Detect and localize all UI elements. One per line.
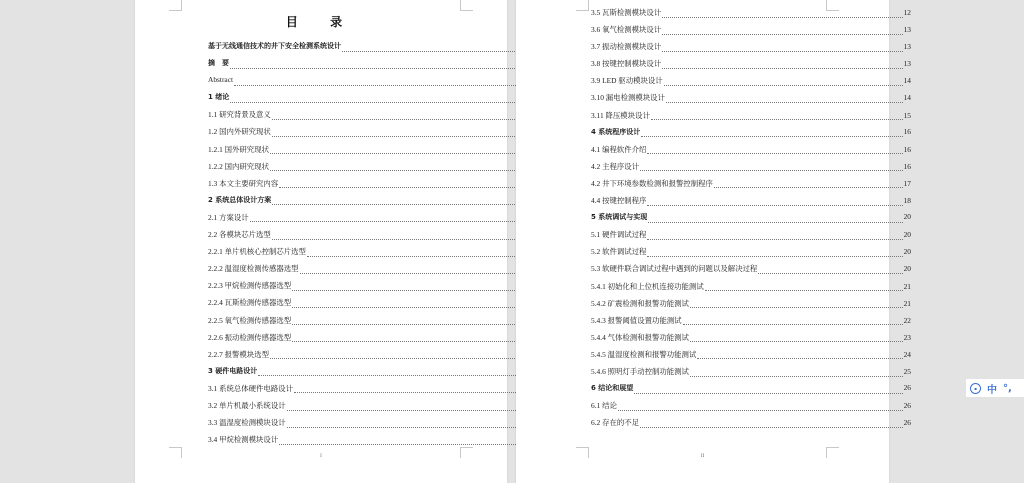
toc-entry[interactable] [208, 315, 526, 332]
toc-entry-title: 5 系统调试与实现 [591, 213, 648, 222]
toc-entry-title: 1 绪论 [208, 93, 230, 102]
toc-leader-dots [640, 165, 903, 171]
toc-entry-title: 5.4.4 气体检测和报警功能测试 [591, 332, 689, 342]
toc-entry[interactable] [591, 298, 911, 315]
toc-leader-dots [279, 439, 517, 445]
toc-leader-dots [292, 319, 521, 325]
toc-entry[interactable] [208, 434, 526, 451]
toc-entry-title: 1.2 国内外研究现状 [208, 127, 271, 137]
toc-entry-page: 26 [903, 383, 911, 393]
toc-entry[interactable] [208, 126, 526, 143]
toc-leader-dots [758, 268, 902, 274]
toc-entry-page: 16 [903, 144, 911, 154]
toc-leader-dots [664, 80, 903, 86]
toc-leader-dots [618, 405, 903, 411]
toc-entry[interactable] [208, 178, 526, 195]
toc-entry-title: Abstract [208, 75, 234, 85]
toc-entry-page: 16 [903, 126, 911, 136]
toc-entry[interactable] [208, 195, 526, 212]
toc-leader-dots [342, 46, 523, 52]
toc-entry-title: 3.2 单片机最小系统设计 [208, 400, 286, 410]
toc-entry-title: 1.2.2 国内研究现状 [208, 161, 269, 171]
toc-entry-page: 20 [903, 230, 911, 240]
toc-leader-dots [690, 302, 903, 308]
toc-leader-dots [272, 199, 521, 205]
toc-leader-dots [647, 148, 902, 154]
toc-list [208, 41, 526, 451]
toc-entry[interactable] [591, 75, 911, 92]
toc-entry-page: 20 [903, 264, 911, 274]
toc-entry-title: 6.2 存在的不足 [591, 418, 640, 428]
toc-entry-title: 5.4.3 报警阈值设置功能测试 [591, 315, 682, 325]
toc-leader-dots [697, 353, 902, 359]
toc-entry[interactable] [208, 92, 526, 109]
toc-entry-title: 2.2.2 温湿度检测传感器选型 [208, 264, 299, 274]
toc-entry-title: 2.2.7 报警模块选型 [208, 349, 269, 359]
toc-entry-page: 15 [903, 110, 911, 120]
toc-leader-dots [714, 182, 903, 188]
toc-entry-title: 2.2.3 甲烷检测传感器选型 [208, 281, 292, 291]
toc-entry-title: 3.6 氧气检测模块设计 [591, 25, 662, 35]
toc-entry-title: 3.5 瓦斯检测模块设计 [591, 8, 662, 17]
toc-entry[interactable] [591, 263, 911, 280]
toc-entry-page: 20 [903, 212, 911, 222]
toc-leader-dots [666, 97, 903, 103]
toc-entry-page: 13 [903, 59, 911, 69]
page-number: II [700, 454, 705, 459]
toc-entry-page: 24 [903, 349, 911, 359]
toc-entry[interactable] [208, 161, 526, 178]
toc-entry[interactable] [591, 144, 911, 161]
ime-toolbar[interactable] [966, 379, 1024, 397]
toc-entry-title: 4.1 编程软件介绍 [591, 144, 647, 154]
toc-entry[interactable] [208, 75, 526, 92]
toc-entry-title: 2.2.1 单片机核心控制芯片选型 [208, 247, 306, 257]
toc-entry-title: 2.2 各模块芯片选型 [208, 230, 271, 240]
toc-entry[interactable] [591, 178, 911, 195]
toc-entry-title: 1.2.1 国外研究现状 [208, 144, 269, 154]
toc-leader-dots [662, 29, 902, 35]
toc-entry[interactable] [208, 212, 526, 229]
toc-entry-title: 3.4 甲烷检测模块设计 [208, 435, 279, 445]
toc-entry-title: 4.2 主程序设计 [591, 161, 640, 171]
ime-logo-icon[interactable]: ▪ [970, 383, 981, 394]
toc-entry-title: 3.1 系统总体硬件电路设计 [208, 383, 293, 393]
toc-entry[interactable] [591, 366, 911, 383]
toc-entry-title: 1.3 本文主要研究内容 [208, 178, 279, 188]
toc-leader-dots [258, 370, 517, 376]
toc-entry-title: 4.4 按键控制程序 [591, 196, 647, 206]
toc-entry-page: 21 [903, 298, 911, 308]
toc-entry-title: 5.1 硬件调试过程 [591, 230, 647, 240]
toc-entry-title: 3.10 漏电检测模块设计 [591, 93, 665, 103]
toc-entry-title: 5.2 软件调试过程 [591, 247, 647, 257]
toc-entry-page: 26 [903, 401, 911, 411]
toc-entry[interactable] [591, 349, 911, 366]
toc-leader-dots [270, 165, 521, 171]
margin-corner-mark [576, 0, 589, 11]
toc-entry[interactable] [208, 417, 526, 434]
toc-entry-page: 13 [903, 25, 911, 35]
toc-leader-dots [662, 63, 902, 69]
toc-entry-page: 18 [903, 196, 911, 206]
toc-entry[interactable] [208, 246, 526, 263]
toc-entry[interactable] [208, 383, 526, 400]
toc-leader-dots [647, 251, 902, 257]
toc-entry[interactable] [591, 332, 911, 349]
document-page-left [135, 0, 507, 483]
toc-entry[interactable] [208, 109, 526, 126]
toc-entry-title: 3.7 振动检测模块设计 [591, 42, 662, 52]
toc-leader-dots [287, 405, 518, 411]
toc-leader-dots [250, 216, 522, 222]
toc-entry-title: 2.1 方案设计 [208, 212, 249, 222]
toc-entry[interactable] [591, 110, 911, 127]
toc-entry[interactable] [591, 212, 911, 229]
toc-entry[interactable] [591, 229, 911, 246]
page-number: I [320, 454, 322, 459]
toc-entry-title: 3.11 降压模块设计 [591, 110, 650, 120]
margin-corner-mark [169, 0, 182, 11]
toc-entry[interactable] [208, 349, 526, 366]
toc-leader-dots [279, 182, 521, 188]
toc-entry-page: 13 [903, 42, 911, 52]
toc-entry-title: 3.9 LED 驱动模块设计 [591, 76, 663, 86]
toc-entry[interactable] [208, 280, 526, 297]
toc-entry-title: 4.2 井下环境参数检测和报警控制程序 [591, 178, 713, 188]
toc-entry-title: 5.3 软硬件联合调试过程中遇到的问题以及解决过程 [591, 264, 758, 274]
toc-leader-dots [651, 114, 903, 120]
toc-leader-dots [230, 97, 521, 103]
toc-leader-dots [270, 148, 521, 154]
toc-leader-dots [648, 217, 902, 223]
toc-entry-title: 4 系统程序设计 [591, 127, 641, 136]
ime-mode-toggle[interactable]: 中 [987, 384, 997, 396]
toc-entry-title: 2.2.5 氧气检测传感器选型 [208, 315, 292, 325]
toc-entry[interactable] [591, 92, 911, 109]
toc-list [591, 7, 911, 434]
toc-leader-dots [294, 387, 518, 393]
toc-title: 目 录 [285, 15, 357, 29]
toc-entry[interactable] [591, 315, 911, 332]
toc-entry-title: 摘 要 [208, 59, 229, 68]
toc-entry[interactable] [208, 229, 526, 246]
toc-entry[interactable] [591, 127, 911, 144]
toc-entry[interactable] [591, 58, 911, 75]
toc-leader-dots [683, 319, 903, 325]
toc-entry[interactable] [208, 144, 526, 161]
toc-entry-title: 2.2.6 振动检测传感器选型 [208, 332, 292, 342]
toc-entry[interactable] [591, 7, 911, 24]
toc-entry-title: 5.4.6 照明灯手动控制功能测试 [591, 366, 689, 376]
toc-entry[interactable] [591, 417, 911, 434]
toc-leader-dots [647, 234, 902, 240]
toc-entry-title: 5.4.2 矿震检测和报警功能测试 [591, 298, 689, 308]
toc-entry[interactable] [208, 400, 526, 417]
toc-entry[interactable] [591, 195, 911, 212]
toc-entry[interactable] [208, 366, 526, 383]
toc-entry-page: 16 [903, 161, 911, 171]
toc-entry-title: 3 硬件电路设计 [208, 366, 258, 375]
toc-entry[interactable] [591, 246, 911, 263]
toc-entry[interactable] [591, 383, 911, 400]
toc-entry[interactable] [591, 400, 911, 417]
toc-leader-dots [270, 353, 521, 359]
toc-leader-dots [662, 46, 902, 52]
toc-entry-title: 基于无线通信技术的井下安全检测系统设计 [208, 42, 341, 50]
toc-entry-title: 5.4.5 温湿度检测和报警功能测试 [591, 349, 697, 359]
toc-entry-page: 12 [903, 8, 911, 17]
toc-entry-title: 1.1 研究背景及意义 [208, 110, 271, 120]
toc-entry[interactable] [591, 24, 911, 41]
toc-entry[interactable] [591, 161, 911, 178]
toc-entry-page: 22 [903, 315, 911, 325]
toc-leader-dots [234, 80, 520, 86]
toc-leader-dots [662, 12, 902, 18]
toc-leader-dots [300, 268, 522, 274]
toc-leader-dots [640, 422, 903, 428]
toc-entry-page: 23 [903, 332, 911, 342]
toc-leader-dots [292, 336, 521, 342]
toc-leader-dots [634, 388, 902, 394]
toc-entry-page: 21 [903, 281, 911, 291]
toc-leader-dots [272, 234, 521, 240]
toc-leader-dots [705, 285, 903, 291]
toc-entry-title: 2.2.4 瓦斯检测传感器选型 [208, 298, 292, 308]
toc-leader-dots [287, 422, 518, 428]
toc-entry[interactable] [208, 332, 526, 349]
toc-entry-page: 14 [903, 93, 911, 103]
toc-entry[interactable] [591, 41, 911, 58]
toc-entry-title: 3.3 温湿度检测模块设计 [208, 418, 286, 428]
toc-entry[interactable] [208, 41, 526, 58]
toc-entry-title: 5.4.1 初始化和上位机连接功能测试 [591, 281, 704, 291]
toc-entry-title: 2 系统总体设计方案 [208, 195, 272, 204]
toc-leader-dots [307, 251, 521, 257]
toc-entry-page: 14 [903, 76, 911, 86]
toc-entry-page: 25 [903, 366, 911, 376]
toc-leader-dots [690, 371, 903, 377]
toc-entry[interactable] [208, 58, 526, 75]
toc-leader-dots [690, 336, 903, 342]
toc-entry-page: 17 [903, 178, 911, 188]
toc-entry-title: 6 结论和展望 [591, 384, 634, 393]
toc-leader-dots [292, 302, 521, 308]
margin-corner-mark [460, 0, 473, 11]
toc-leader-dots [272, 114, 521, 120]
toc-entry[interactable] [208, 297, 526, 314]
document-page-right [516, 0, 911, 483]
toc-entry-page: 26 [903, 418, 911, 428]
toc-leader-dots [292, 285, 521, 291]
toc-entry-title: 6.1 结论 [591, 401, 617, 411]
ime-punctuation-toggle[interactable]: °, [1003, 382, 1012, 394]
toc-entry[interactable] [591, 281, 911, 298]
toc-entry-page: 20 [903, 247, 911, 257]
toc-leader-dots [647, 200, 902, 206]
toc-leader-dots [272, 131, 521, 137]
toc-entry-title: 3.8 按键控制模块设计 [591, 59, 662, 69]
toc-leader-dots [230, 63, 523, 69]
toc-leader-dots [641, 131, 902, 137]
toc-entry[interactable] [208, 263, 526, 280]
